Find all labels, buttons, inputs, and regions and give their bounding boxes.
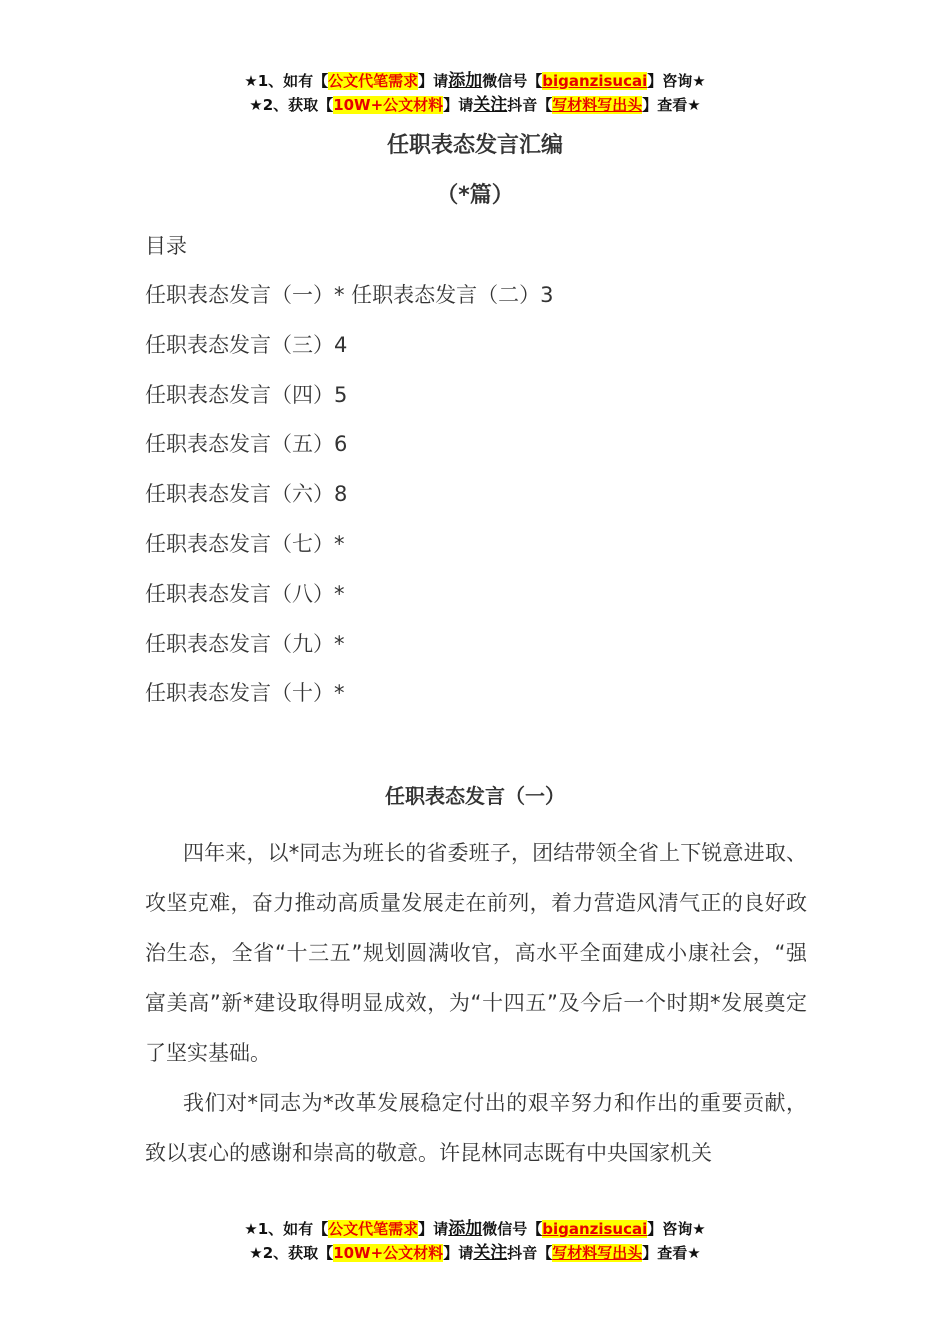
service-highlight: 公文代笔需求: [328, 1220, 419, 1238]
banner-line-2: ★2、获取【10W+公文材料】请关注抖音【写材料写出头】查看★: [249, 1243, 701, 1263]
toc-heading: 目录: [145, 234, 187, 258]
banner-line-1: ★1、如有【公文代笔需求】请添加微信号【biganzisucai】咨询★: [244, 71, 706, 91]
body-paragraph: 四年来，以*同志为班长的省委班子，团结带领全省上下锐意进取、攻坚克难，奋力推动高质量发展走在前列，着力营造风清气正的良好政治生态，全省“十三五”规划圆满收官，高水平全面建成小康社会，“强富美高”新*建设取得明显成效，为“十四五”及今后一个时期*发展奠定了坚实基础。: [145, 841, 807, 1065]
toc-entry[interactable]: 任职表态发言（八）*: [145, 581, 345, 606]
toc-entry[interactable]: 任职表态发言（六）8: [145, 482, 348, 507]
toc-entry[interactable]: 任职表态发言（七）*: [145, 531, 345, 556]
footer-banner: [0, 1217, 950, 1265]
materials-highlight: 10W+公文材料: [333, 1244, 444, 1262]
wechat-id-link[interactable]: biganzisucai: [542, 1220, 648, 1238]
service-highlight: 公文代笔需求: [328, 72, 419, 90]
douyin-account-link[interactable]: 写材料写出头: [552, 96, 643, 114]
document-title: 任职表态发言汇编: [386, 133, 563, 158]
materials-highlight: 10W+公文材料: [333, 96, 444, 114]
section-body: [145, 828, 807, 1178]
section-title: 任职表态发言（一）: [385, 784, 565, 808]
toc-entry[interactable]: 任职表态发言（三）4: [145, 332, 348, 357]
body-paragraph: 我们对*同志为*改革发展稳定付出的艰辛努力和作出的重要贡献，致以衷心的感谢和崇高的敬意。许昆林同志既有中央国家机关: [145, 1091, 807, 1165]
douyin-account-link[interactable]: 写材料写出头: [552, 1244, 643, 1262]
toc-entry[interactable]: 任职表态发言（九）*: [145, 631, 345, 656]
table-of-contents: [145, 280, 554, 728]
toc-entry[interactable]: 任职表态发言（十）*: [145, 681, 345, 706]
header-banner: [0, 69, 950, 117]
document-subtitle: （*篇）: [436, 183, 514, 208]
toc-entry[interactable]: 任职表态发言（一）* 任职表态发言（二）3: [145, 283, 554, 307]
banner-line-1: ★1、如有【公文代笔需求】请添加微信号【biganzisucai】咨询★: [244, 1219, 706, 1239]
banner-line-2: ★2、获取【10W+公文材料】请关注抖音【写材料写出头】查看★: [249, 95, 701, 115]
toc-entry[interactable]: 任职表态发言（五）6: [145, 432, 348, 457]
wechat-id-link[interactable]: biganzisucai: [542, 72, 648, 90]
toc-entry[interactable]: 任职表态发言（四）5: [145, 382, 348, 407]
